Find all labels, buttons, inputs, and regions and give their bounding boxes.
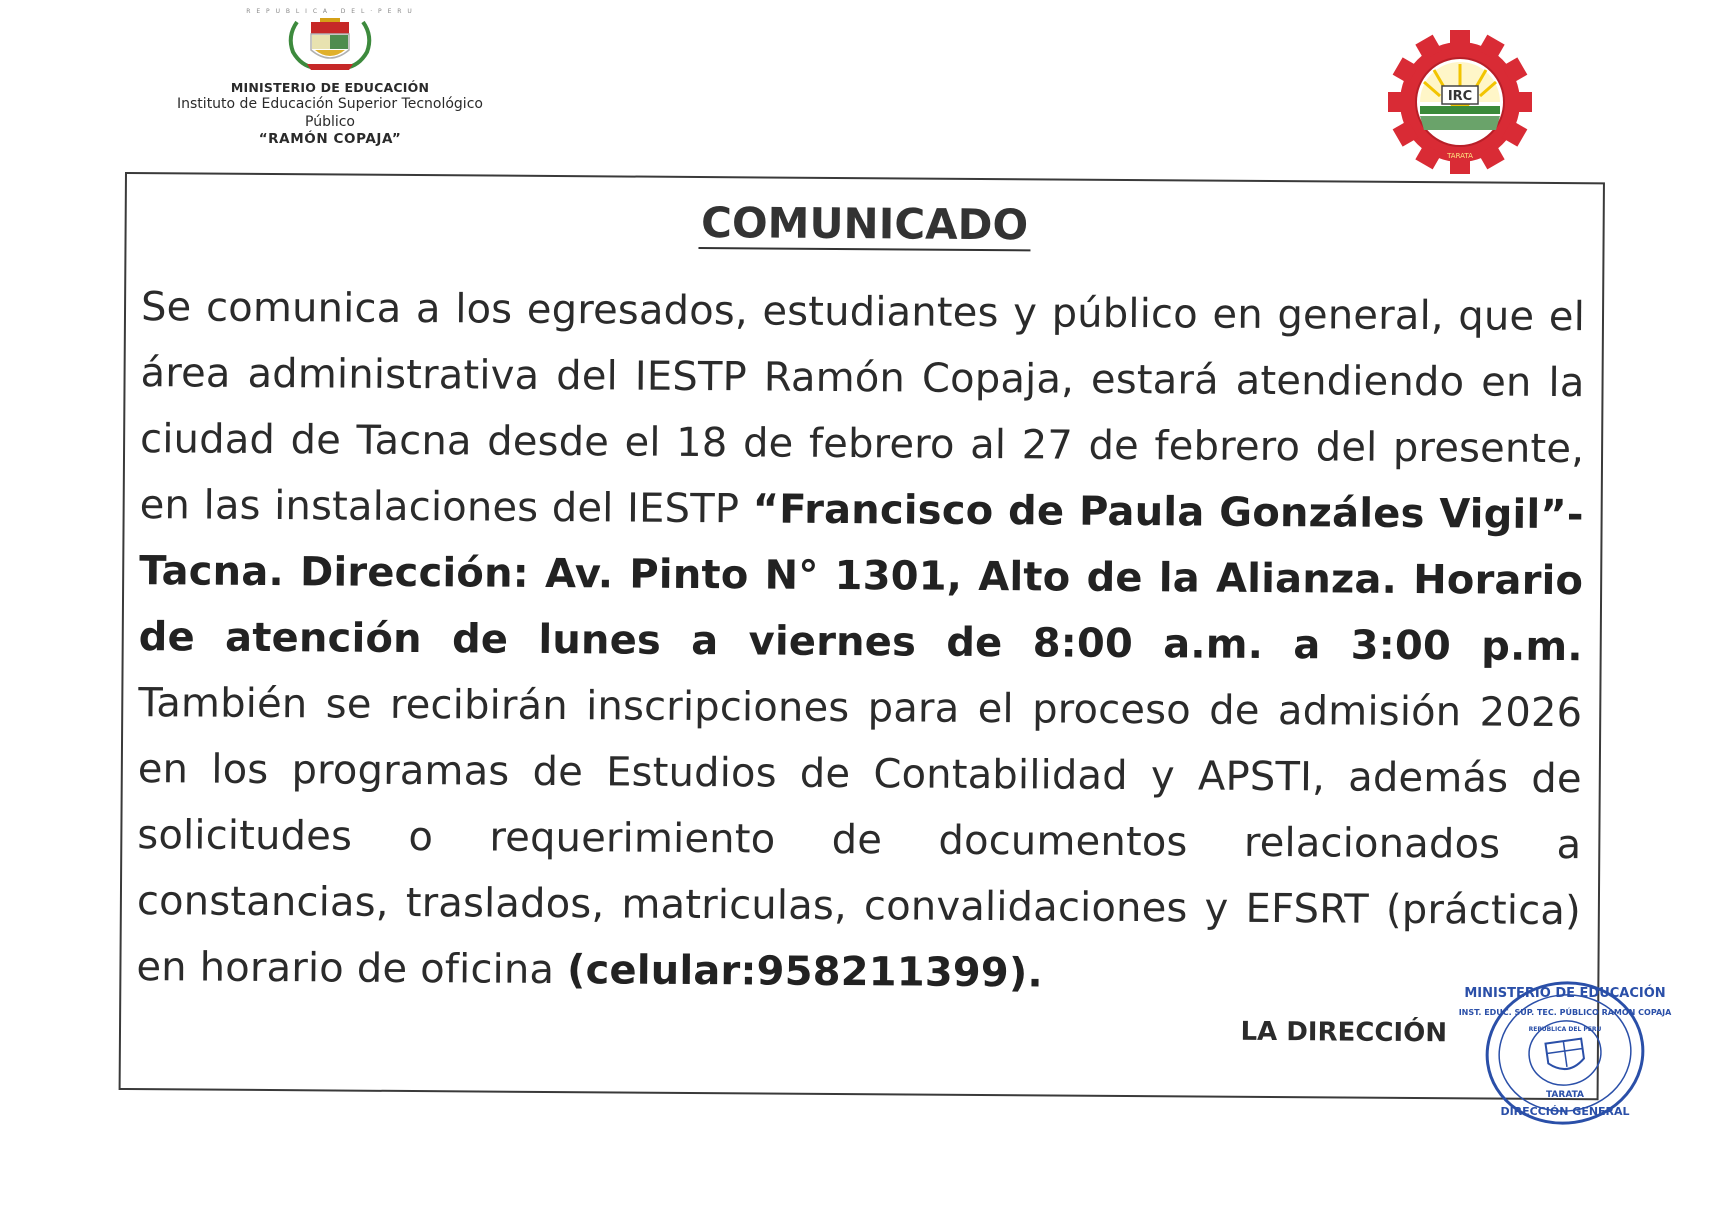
signature: LA DIRECCIÓN xyxy=(1240,1016,1448,1049)
official-stamp-seal-icon xyxy=(1458,975,1672,1130)
peru-coat-of-arms-icon xyxy=(246,2,414,74)
svg-text:TARATA: TARATA xyxy=(1447,152,1473,160)
institution-header xyxy=(150,0,510,145)
svg-text:TARATA: TARATA xyxy=(1545,1090,1585,1100)
svg-text:DIRECCIÓN GENERAL: DIRECCIÓN GENERAL xyxy=(1500,1105,1630,1118)
svg-text:INST. EDUC. SUP. TEC. PÚBLICO: INST. EDUC. SUP. TEC. PÚBLICO RAMÓN COPAJA xyxy=(1458,1008,1672,1017)
svg-text:R E P U B L I C A · D E L · P: R E P U B L I C A · D E L · P E R U xyxy=(246,8,414,15)
svg-text:IRC: IRC xyxy=(1447,89,1473,104)
notice-text-intro: Se comunica a los egresados, estudiantes y público en general, que el área administrativa del IESTP Ramón Copaja, estará atendiendo en la ciudad de Tacna desde el 18 de febrero al 27 de febrero del presente, en las instalaciones del IESTP xyxy=(139,284,1586,533)
notice-box xyxy=(119,172,1605,1100)
institute-gear-logo-icon xyxy=(1385,35,1535,170)
institute-type-line2: Público xyxy=(305,114,355,130)
notice-body xyxy=(136,274,1585,1010)
institute-type-line1: Instituto de Educación Superior Tecnológico xyxy=(177,96,483,112)
notice-phone: (celular:958211399). xyxy=(566,947,1043,997)
ministry-name: MINISTERIO DE EDUCACIÓN xyxy=(230,80,430,95)
notice-title: COMUNICADO xyxy=(127,194,1603,253)
svg-text:REPUBLICA DEL PERU: REPUBLICA DEL PERU xyxy=(1528,1026,1602,1033)
svg-text:MINISTERIO DE EDUCACIÓN: MINISTERIO DE EDUCACIÓN xyxy=(1464,986,1666,1001)
notice-text-admission: También se recibirán inscripciones para el proceso de admisión 2026 en los programas de Estudios de Contabilidad y APSTI, además de solicitudes o requerimiento de documentos relacionados a constancias, traslados, matriculas, convalidaciones y EFSRT (práctica) en horario de oficina xyxy=(136,680,1583,994)
notice-address-hours: “Francisco de Paula Gonzáles Vigil”- Tacna. Dirección: Av. Pinto N° 1301, Alto de la Alianza. Horario de atención de lunes a viernes de 8:00 a.m. a 3:00 p.m. xyxy=(138,486,1584,671)
institute-name: “RAMÓN COPAJA” xyxy=(258,131,402,147)
